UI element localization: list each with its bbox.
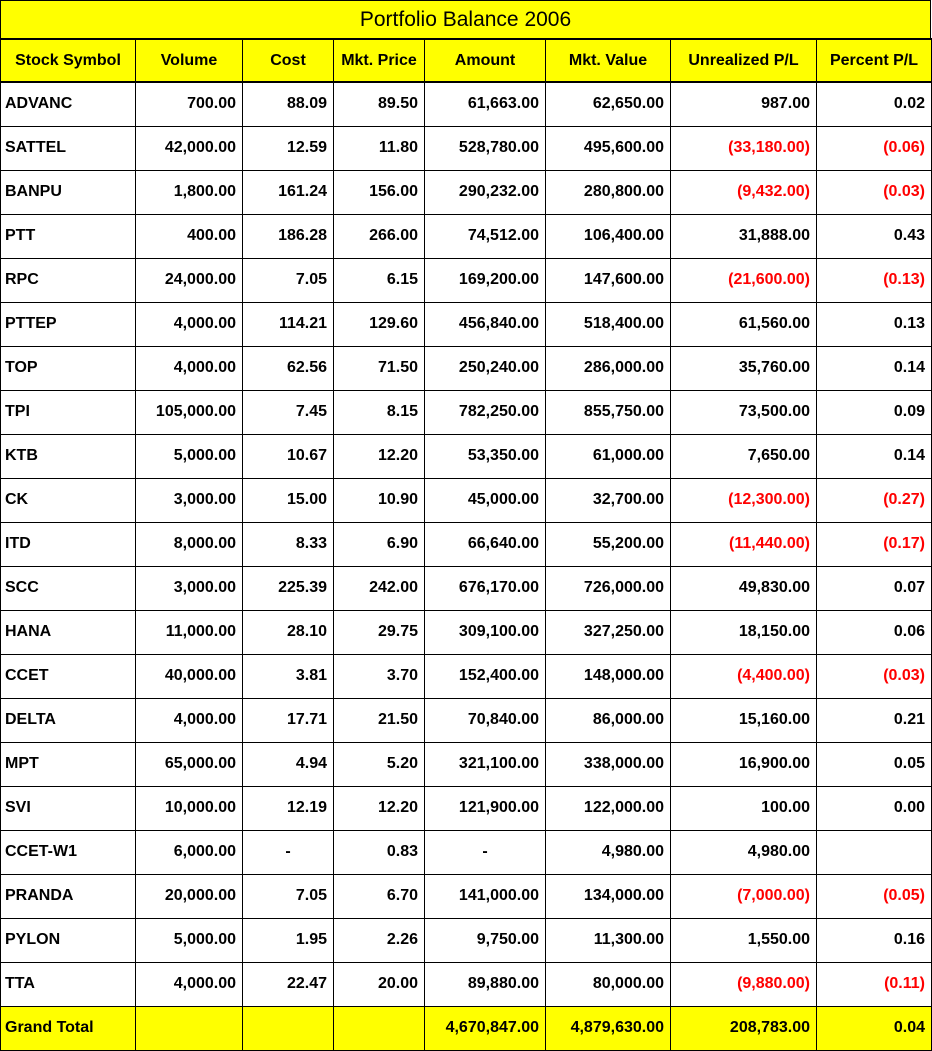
table-cell[interactable]: 86,000.00 — [546, 698, 671, 742]
table-cell[interactable]: 11,000.00 — [136, 610, 243, 654]
stock-symbol-cell[interactable]: CK — [1, 478, 136, 522]
table-cell[interactable]: 18,150.00 — [671, 610, 817, 654]
table-cell[interactable]: 55,200.00 — [546, 522, 671, 566]
table-cell[interactable]: 147,600.00 — [546, 258, 671, 302]
table-cell[interactable]: 186.28 — [243, 214, 334, 258]
table-cell[interactable]: 242.00 — [334, 566, 425, 610]
table-row — [1, 566, 932, 610]
table-row — [1, 610, 932, 654]
table-cell[interactable]: 49,830.00 — [671, 566, 817, 610]
table-cell[interactable]: 0.06 — [817, 610, 932, 654]
table-cell[interactable]: 3,000.00 — [136, 566, 243, 610]
table-row — [1, 918, 932, 962]
column-header[interactable]: Cost — [243, 39, 334, 82]
table-cell[interactable]: 121,900.00 — [425, 786, 546, 830]
table-cell[interactable]: 726,000.00 — [546, 566, 671, 610]
stock-symbol-cell[interactable]: PTT — [1, 214, 136, 258]
table-cell[interactable]: 0.83 — [334, 830, 425, 874]
table-cell[interactable]: 156.00 — [334, 170, 425, 214]
column-header[interactable]: Percent P/L — [817, 39, 932, 82]
stock-symbol-cell[interactable]: BANPU — [1, 170, 136, 214]
table-cell[interactable]: 290,232.00 — [425, 170, 546, 214]
table-cell[interactable]: (0.13) — [817, 258, 932, 302]
table-cell[interactable]: 45,000.00 — [425, 478, 546, 522]
table-row — [1, 434, 932, 478]
table-cell[interactable]: 20,000.00 — [136, 874, 243, 918]
total-cell[interactable]: 208,783.00 — [671, 1006, 817, 1050]
table-cell[interactable]: (0.27) — [817, 478, 932, 522]
table-cell[interactable]: (7,000.00) — [671, 874, 817, 918]
table-cell[interactable]: 11.80 — [334, 126, 425, 170]
table-cell[interactable]: 148,000.00 — [546, 654, 671, 698]
stock-symbol-cell[interactable]: ADVANC — [1, 82, 136, 126]
table-cell[interactable]: 5,000.00 — [136, 918, 243, 962]
table-cell[interactable]: 105,000.00 — [136, 390, 243, 434]
table-cell[interactable]: 12.59 — [243, 126, 334, 170]
table-cell[interactable]: 29.75 — [334, 610, 425, 654]
table-cell[interactable]: 280,800.00 — [546, 170, 671, 214]
table-cell[interactable]: 65,000.00 — [136, 742, 243, 786]
table-cell[interactable]: 266.00 — [334, 214, 425, 258]
table-cell[interactable]: 0.16 — [817, 918, 932, 962]
portfolio-table — [0, 38, 932, 1051]
table-cell[interactable]: 855,750.00 — [546, 390, 671, 434]
stock-symbol-cell[interactable]: CCET — [1, 654, 136, 698]
table-cell[interactable]: 66,640.00 — [425, 522, 546, 566]
column-header[interactable]: Mkt. Value — [546, 39, 671, 82]
table-cell[interactable]: 40,000.00 — [136, 654, 243, 698]
table-cell[interactable]: 5.20 — [334, 742, 425, 786]
table-row — [1, 698, 932, 742]
table-cell[interactable]: (12,300.00) — [671, 478, 817, 522]
table-cell[interactable]: 7.05 — [243, 874, 334, 918]
table-cell[interactable]: 2.26 — [334, 918, 425, 962]
table-cell[interactable]: 11,300.00 — [546, 918, 671, 962]
table-cell[interactable]: 6.15 — [334, 258, 425, 302]
table-cell[interactable]: 327,250.00 — [546, 610, 671, 654]
table-cell[interactable]: 700.00 — [136, 82, 243, 126]
table-row — [1, 214, 932, 258]
table-cell[interactable]: 4,980.00 — [546, 830, 671, 874]
total-cell[interactable]: 4,670,847.00 — [425, 1006, 546, 1050]
table-cell[interactable]: 9,750.00 — [425, 918, 546, 962]
table-cell[interactable]: 528,780.00 — [425, 126, 546, 170]
table-row — [1, 830, 932, 874]
table-cell[interactable]: 74,512.00 — [425, 214, 546, 258]
table-row — [1, 346, 932, 390]
table-cell[interactable]: 8.15 — [334, 390, 425, 434]
total-cell[interactable]: 4,879,630.00 — [546, 1006, 671, 1050]
table-cell[interactable]: 16,900.00 — [671, 742, 817, 786]
table-cell[interactable]: 114.21 — [243, 302, 334, 346]
stock-symbol-cell[interactable]: PRANDA — [1, 874, 136, 918]
table-cell[interactable]: 0.05 — [817, 742, 932, 786]
table-cell[interactable]: 1,800.00 — [136, 170, 243, 214]
table-cell[interactable]: 122,000.00 — [546, 786, 671, 830]
table-cell[interactable]: 32,700.00 — [546, 478, 671, 522]
table-row — [1, 258, 932, 302]
table-cell[interactable]: 456,840.00 — [425, 302, 546, 346]
stock-symbol-cell[interactable]: KTB — [1, 434, 136, 478]
grand-total-label[interactable]: Grand Total — [1, 1006, 136, 1050]
table-cell[interactable]: 0.14 — [817, 434, 932, 478]
table-cell[interactable]: 61,560.00 — [671, 302, 817, 346]
table-row — [1, 126, 932, 170]
table-cell[interactable]: 987.00 — [671, 82, 817, 126]
table-cell[interactable]: 4.94 — [243, 742, 334, 786]
table-row — [1, 302, 932, 346]
table-cell[interactable]: 80,000.00 — [546, 962, 671, 1006]
header-row — [1, 39, 932, 82]
stock-symbol-cell[interactable]: PYLON — [1, 918, 136, 962]
table-cell[interactable]: 12.19 — [243, 786, 334, 830]
table-cell[interactable]: 0.07 — [817, 566, 932, 610]
stock-symbol-cell[interactable]: TTA — [1, 962, 136, 1006]
table-cell[interactable]: 106,400.00 — [546, 214, 671, 258]
total-cell[interactable] — [243, 1006, 334, 1050]
table-cell[interactable]: 6.70 — [334, 874, 425, 918]
table-cell[interactable]: 10,000.00 — [136, 786, 243, 830]
table-cell[interactable]: 7,650.00 — [671, 434, 817, 478]
table-cell[interactable]: 0.02 — [817, 82, 932, 126]
table-cell[interactable]: 169,200.00 — [425, 258, 546, 302]
table-row — [1, 786, 932, 830]
table-row — [1, 390, 932, 434]
stock-symbol-cell[interactable]: CCET-W1 — [1, 830, 136, 874]
table-cell[interactable]: 88.09 — [243, 82, 334, 126]
table-cell[interactable]: 4,000.00 — [136, 698, 243, 742]
table-cell[interactable]: 338,000.00 — [546, 742, 671, 786]
table-cell[interactable]: (21,600.00) — [671, 258, 817, 302]
table-cell[interactable]: 100.00 — [671, 786, 817, 830]
table-cell[interactable]: 61,663.00 — [425, 82, 546, 126]
table-cell[interactable]: 3,000.00 — [136, 478, 243, 522]
table-cell[interactable]: 10.67 — [243, 434, 334, 478]
table-cell[interactable]: - — [425, 830, 546, 874]
table-cell[interactable]: 161.24 — [243, 170, 334, 214]
table-cell[interactable]: 12.20 — [334, 434, 425, 478]
table-cell[interactable]: 61,000.00 — [546, 434, 671, 478]
table-row — [1, 82, 932, 126]
table-cell[interactable]: 225.39 — [243, 566, 334, 610]
stock-symbol-cell[interactable]: SVI — [1, 786, 136, 830]
table-cell[interactable]: 129.60 — [334, 302, 425, 346]
column-header[interactable]: Stock Symbol — [1, 39, 136, 82]
table-cell[interactable]: 134,000.00 — [546, 874, 671, 918]
table-cell[interactable]: (9,432.00) — [671, 170, 817, 214]
table-row — [1, 478, 932, 522]
table-cell[interactable]: 8,000.00 — [136, 522, 243, 566]
table-cell[interactable]: 0.43 — [817, 214, 932, 258]
table-cell[interactable]: 1.95 — [243, 918, 334, 962]
table-cell[interactable]: 5,000.00 — [136, 434, 243, 478]
table-cell[interactable]: 1,550.00 — [671, 918, 817, 962]
sheet-title: Portfolio Balance 2006 — [0, 0, 931, 38]
table-cell[interactable]: 8.33 — [243, 522, 334, 566]
table-cell[interactable]: 518,400.00 — [546, 302, 671, 346]
table-cell[interactable]: 12.20 — [334, 786, 425, 830]
total-cell[interactable] — [136, 1006, 243, 1050]
table-cell[interactable]: 42,000.00 — [136, 126, 243, 170]
table-cell[interactable]: 0.00 — [817, 786, 932, 830]
table-cell[interactable]: 28.10 — [243, 610, 334, 654]
stock-symbol-cell[interactable]: MPT — [1, 742, 136, 786]
total-cell[interactable]: 0.04 — [817, 1006, 932, 1050]
table-cell[interactable]: 250,240.00 — [425, 346, 546, 390]
stock-symbol-cell[interactable]: RPC — [1, 258, 136, 302]
stock-symbol-cell[interactable]: DELTA — [1, 698, 136, 742]
table-cell[interactable]: (0.05) — [817, 874, 932, 918]
column-header[interactable]: Unrealized P/L — [671, 39, 817, 82]
table-cell[interactable]: 4,000.00 — [136, 962, 243, 1006]
column-header[interactable]: Mkt. Price — [334, 39, 425, 82]
table-cell[interactable]: 4,000.00 — [136, 302, 243, 346]
table-cell[interactable]: 3.70 — [334, 654, 425, 698]
table-cell[interactable]: 62.56 — [243, 346, 334, 390]
table-cell[interactable]: 21.50 — [334, 698, 425, 742]
table-cell[interactable]: (33,180.00) — [671, 126, 817, 170]
table-cell[interactable]: (0.17) — [817, 522, 932, 566]
column-header[interactable]: Volume — [136, 39, 243, 82]
table-row — [1, 654, 932, 698]
table-cell[interactable]: 4,000.00 — [136, 346, 243, 390]
table-cell[interactable] — [817, 830, 932, 874]
table-row — [1, 742, 932, 786]
table-cell[interactable]: (0.03) — [817, 654, 932, 698]
grand-total-row — [1, 1006, 932, 1050]
table-cell[interactable]: 20.00 — [334, 962, 425, 1006]
table-cell[interactable]: 71.50 — [334, 346, 425, 390]
table-cell[interactable]: 321,100.00 — [425, 742, 546, 786]
table-cell[interactable]: 70,840.00 — [425, 698, 546, 742]
table-cell[interactable]: (4,400.00) — [671, 654, 817, 698]
stock-symbol-cell[interactable]: SATTEL — [1, 126, 136, 170]
table-row — [1, 522, 932, 566]
table-cell[interactable]: 4,980.00 — [671, 830, 817, 874]
table-cell[interactable]: 0.21 — [817, 698, 932, 742]
table-cell[interactable]: (11,440.00) — [671, 522, 817, 566]
stock-symbol-cell[interactable]: PTTEP — [1, 302, 136, 346]
table-cell[interactable]: (0.11) — [817, 962, 932, 1006]
table-cell[interactable]: 7.45 — [243, 390, 334, 434]
table-row — [1, 874, 932, 918]
table-cell[interactable]: 676,170.00 — [425, 566, 546, 610]
table-cell[interactable]: 22.47 — [243, 962, 334, 1006]
stock-symbol-cell[interactable]: ITD — [1, 522, 136, 566]
table-cell[interactable]: 0.14 — [817, 346, 932, 390]
stock-symbol-cell[interactable]: TOP — [1, 346, 136, 390]
stock-symbol-cell[interactable]: TPI — [1, 390, 136, 434]
table-cell[interactable]: 35,760.00 — [671, 346, 817, 390]
table-cell[interactable]: 15.00 — [243, 478, 334, 522]
table-row — [1, 962, 932, 1006]
table-cell[interactable]: 0.09 — [817, 390, 932, 434]
table-cell[interactable]: 3.81 — [243, 654, 334, 698]
table-cell[interactable]: 24,000.00 — [136, 258, 243, 302]
table-cell[interactable]: 6.90 — [334, 522, 425, 566]
total-cell[interactable] — [334, 1006, 425, 1050]
table-cell[interactable]: 62,650.00 — [546, 82, 671, 126]
table-cell[interactable]: 782,250.00 — [425, 390, 546, 434]
table-cell[interactable]: 17.71 — [243, 698, 334, 742]
stock-symbol-cell[interactable]: HANA — [1, 610, 136, 654]
table-cell[interactable]: 495,600.00 — [546, 126, 671, 170]
table-cell[interactable]: 309,100.00 — [425, 610, 546, 654]
table-cell[interactable]: (9,880.00) — [671, 962, 817, 1006]
table-cell[interactable]: 73,500.00 — [671, 390, 817, 434]
column-header[interactable]: Amount — [425, 39, 546, 82]
table-cell[interactable]: 31,888.00 — [671, 214, 817, 258]
table-cell[interactable]: 6,000.00 — [136, 830, 243, 874]
table-cell[interactable]: 286,000.00 — [546, 346, 671, 390]
table-cell[interactable]: 7.05 — [243, 258, 334, 302]
table-cell[interactable]: (0.06) — [817, 126, 932, 170]
table-body — [1, 82, 932, 1006]
stock-symbol-cell[interactable]: SCC — [1, 566, 136, 610]
table-cell[interactable]: 15,160.00 — [671, 698, 817, 742]
table-cell[interactable]: 141,000.00 — [425, 874, 546, 918]
table-cell[interactable]: 53,350.00 — [425, 434, 546, 478]
table-cell[interactable]: 400.00 — [136, 214, 243, 258]
table-cell[interactable]: 152,400.00 — [425, 654, 546, 698]
table-cell[interactable]: 10.90 — [334, 478, 425, 522]
table-cell[interactable]: - — [243, 830, 334, 874]
table-cell[interactable]: 0.13 — [817, 302, 932, 346]
table-row — [1, 170, 932, 214]
table-cell[interactable]: 89.50 — [334, 82, 425, 126]
table-cell[interactable]: 89,880.00 — [425, 962, 546, 1006]
table-cell[interactable]: (0.03) — [817, 170, 932, 214]
